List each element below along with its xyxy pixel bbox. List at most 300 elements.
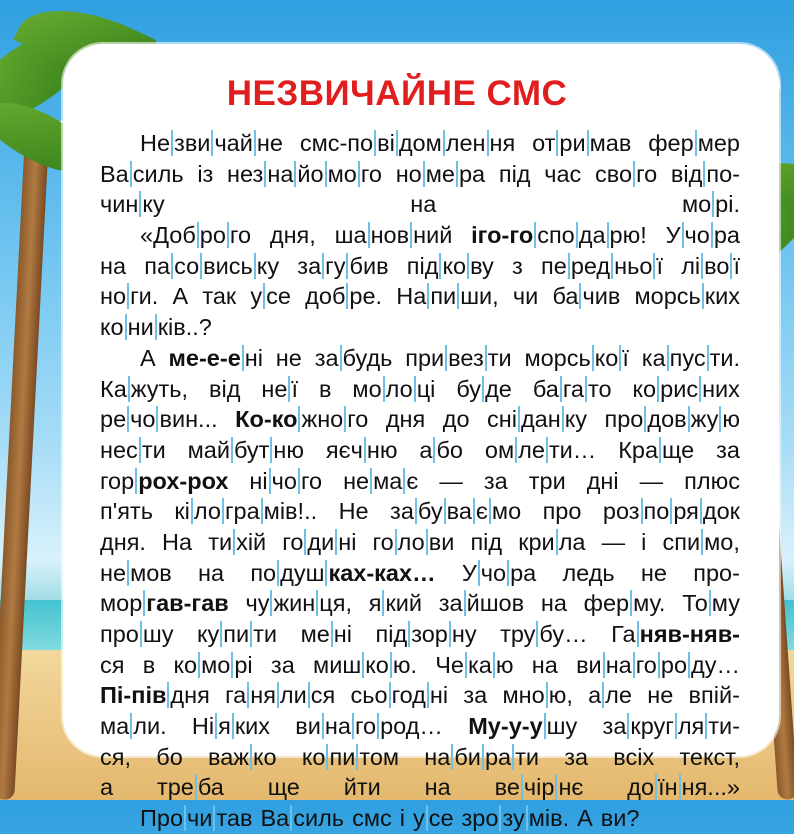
syllable: ну: [451, 621, 477, 647]
syllable: На: [162, 528, 193, 555]
word: [693, 558, 740, 589]
word: [297, 251, 388, 282]
word: [495, 772, 584, 803]
word: [533, 374, 612, 405]
syllable: не: [275, 344, 302, 371]
syllable: ма: [100, 713, 132, 739]
syllable: силь: [132, 160, 184, 187]
syllable: Ко-ко: [235, 406, 300, 432]
word: [100, 312, 212, 343]
syllable: ра: [510, 559, 537, 586]
word: [562, 558, 614, 589]
syllable: го: [373, 529, 397, 555]
syllable: гра: [225, 498, 263, 524]
syllable: ви: [295, 713, 324, 739]
syllable: за: [564, 743, 589, 770]
syllable: во: [704, 253, 732, 279]
syllable: сні: [487, 406, 520, 432]
word: [611, 619, 740, 650]
syllable: ньо: [614, 253, 655, 279]
syllable: му.: [633, 590, 666, 617]
syllable: на: [606, 652, 635, 678]
syllable: рю!: [609, 222, 647, 249]
syllable: ред: [571, 253, 613, 279]
syllable: ко: [100, 314, 127, 340]
word: [140, 343, 156, 374]
word: [439, 588, 524, 619]
syllable: ву: [470, 252, 494, 279]
word: [197, 159, 213, 190]
syllable: бу…: [539, 621, 588, 647]
syllable: ся,: [100, 743, 132, 770]
syllable: мо: [682, 191, 714, 217]
syllable: ї: [291, 375, 298, 402]
word: [100, 619, 173, 650]
word: [502, 680, 572, 711]
syllable: ще: [662, 436, 695, 463]
syllable: є: [476, 498, 491, 524]
syllable: будь: [342, 344, 393, 371]
word: [499, 159, 531, 190]
syllable: но: [100, 283, 129, 309]
syllable: про: [100, 621, 142, 647]
syllable: спо: [537, 222, 578, 248]
word: [524, 343, 628, 374]
syllable: род…: [380, 713, 443, 740]
page-title: НЕЗВИЧАЙНЕ СМС: [226, 74, 568, 113]
syllable: ба: [533, 376, 562, 402]
syllable: Га: [611, 621, 638, 647]
syllable: дом: [399, 130, 445, 156]
syllable: Му-у-у: [468, 713, 545, 739]
syllable: мав: [589, 130, 632, 156]
syllable: ро: [200, 222, 229, 248]
syllable: ся: [100, 651, 125, 678]
text-line: [100, 803, 740, 834]
syllable: і: [399, 805, 405, 832]
syllable: па: [144, 253, 173, 279]
word: [250, 558, 435, 589]
word: [352, 803, 392, 834]
word: [295, 711, 443, 742]
syllable: ку: [197, 621, 222, 647]
word: [681, 251, 740, 282]
syllable: год: [392, 682, 429, 708]
syllable: ме: [426, 161, 458, 187]
syllable: Ва: [100, 161, 132, 187]
syllable: ду…: [691, 651, 740, 678]
syllable: ко: [442, 253, 469, 279]
syllable: ба: [197, 774, 224, 801]
syllable: пе: [541, 253, 570, 279]
syllable: го: [360, 160, 382, 187]
word: [202, 281, 236, 312]
syllable: до: [627, 774, 657, 800]
syllable: на: [325, 713, 354, 739]
syllable: ня: [250, 682, 279, 708]
syllable: но: [396, 161, 425, 187]
word: [225, 680, 335, 711]
syllable: рох-рох: [138, 467, 229, 494]
word: [588, 680, 632, 711]
syllable: всіх: [613, 743, 655, 770]
syllable: дня: [385, 406, 426, 433]
syllable: важ: [208, 744, 252, 770]
text-line: [100, 220, 740, 251]
syllable: том: [359, 743, 400, 770]
syllable: ти: [487, 344, 512, 371]
word: [419, 435, 463, 466]
syllable: іго-го: [471, 222, 536, 248]
syllable: сво: [595, 161, 635, 187]
syllable: пи: [223, 621, 252, 647]
word: [413, 803, 454, 834]
syllable: морсь: [524, 345, 593, 371]
syllable: ю: [722, 406, 740, 433]
syllable: У: [666, 222, 684, 248]
syllable: ко: [302, 744, 329, 770]
word: [462, 803, 570, 834]
word: [100, 680, 210, 711]
syllable: під: [498, 160, 531, 187]
word: [487, 404, 587, 435]
syllable: із: [197, 160, 214, 187]
syllable: —: [639, 467, 664, 494]
syllable: їн: [658, 774, 681, 800]
syllable: зви: [174, 130, 213, 156]
word: [435, 650, 513, 681]
word: [543, 496, 582, 527]
syllable: ще: [267, 774, 300, 801]
word: [100, 558, 172, 589]
syllable: душ: [280, 560, 327, 586]
syllable: ці: [416, 375, 436, 402]
syllable: фер: [648, 130, 696, 156]
syllable: гав-гав: [146, 590, 229, 617]
syllable: на: [424, 744, 453, 770]
syllable: чо: [685, 222, 713, 248]
word: [405, 343, 511, 374]
syllable: не: [100, 560, 129, 586]
word: [326, 435, 398, 466]
syllable: чив: [582, 283, 621, 310]
word: [552, 281, 620, 312]
syllable: док: [702, 498, 740, 525]
syllable: кри: [518, 529, 557, 555]
word: [250, 281, 291, 312]
syllable: ню: [366, 436, 398, 463]
syllable: чо: [272, 468, 300, 494]
word: [512, 251, 523, 282]
syllable: На: [396, 283, 429, 309]
syllable: се: [428, 805, 454, 832]
word: [276, 343, 302, 374]
syllable: тре: [157, 774, 197, 800]
syllable: бив: [349, 252, 389, 279]
syllable: під: [376, 621, 411, 647]
syllable: яєч: [326, 437, 366, 463]
syllable: чай: [214, 130, 255, 156]
syllable: ша: [335, 222, 370, 248]
syllable: зро: [462, 805, 502, 831]
text-line: [100, 680, 740, 711]
syllable: нез: [227, 161, 266, 187]
story-text: [100, 128, 740, 834]
syllable: за: [439, 590, 466, 616]
word: [174, 650, 253, 681]
syllable: ця,: [319, 590, 352, 617]
word: [390, 496, 521, 527]
word: [261, 374, 298, 405]
word: [156, 742, 183, 773]
syllable: дня: [170, 682, 210, 709]
word: [641, 558, 667, 589]
syllable: май: [188, 437, 233, 463]
word: [500, 619, 588, 650]
word: [400, 803, 405, 834]
syllable: со: [174, 253, 202, 279]
word: [227, 159, 382, 190]
syllable: в: [142, 651, 156, 678]
word: [462, 558, 536, 589]
word: [468, 711, 577, 742]
word: [627, 772, 740, 803]
syllable: за: [483, 467, 508, 494]
word: [100, 588, 229, 619]
syllable: за: [716, 436, 740, 463]
text-line: [100, 619, 740, 650]
syllable: рі: [234, 651, 253, 678]
word: [305, 281, 382, 312]
word: [443, 404, 470, 435]
syllable: ні: [338, 528, 357, 555]
syllable: ме: [301, 621, 333, 647]
syllable: за: [603, 713, 630, 739]
text-line: [100, 251, 740, 282]
word: [100, 527, 146, 558]
word: [100, 496, 153, 527]
word: [188, 435, 304, 466]
syllable: до: [442, 406, 470, 433]
word: [532, 650, 558, 681]
syllable: ля: [678, 713, 707, 739]
word: [485, 435, 596, 466]
word: [208, 742, 277, 773]
syllable: дня,: [269, 222, 316, 249]
word: [100, 404, 218, 435]
text-line: [100, 772, 740, 803]
syllable: ро: [661, 652, 690, 678]
word: [544, 159, 581, 190]
syllable: ко: [595, 345, 622, 371]
syllable: дня.: [100, 528, 146, 555]
word: [144, 251, 279, 282]
syllable: йо: [297, 161, 326, 187]
word: [424, 742, 539, 773]
text-line: [100, 281, 740, 312]
syllable: ли.: [133, 713, 167, 740]
syllable: ги.: [130, 283, 159, 310]
syllable: ви: [576, 652, 605, 678]
syllable: за: [270, 651, 295, 678]
syllable: бо: [436, 436, 463, 463]
syllable: за: [463, 682, 488, 709]
word: [532, 128, 631, 159]
word: [169, 343, 263, 374]
word: [633, 374, 740, 405]
syllable: п'ять: [100, 498, 153, 525]
syllable: кі: [174, 498, 193, 524]
syllable: ка: [642, 345, 669, 371]
text-line: [100, 650, 740, 681]
syllable: пи: [329, 744, 358, 770]
text-line: [100, 189, 740, 220]
syllable: ти…: [548, 436, 597, 463]
word: [301, 619, 352, 650]
syllable: нє: [558, 774, 584, 801]
syllable: жу: [691, 406, 722, 432]
word: [663, 527, 740, 558]
syllable: вись: [203, 253, 256, 279]
syllable: йти: [343, 774, 381, 801]
word: [386, 404, 425, 435]
syllable: за: [390, 498, 417, 524]
syllable: впій-: [688, 682, 740, 709]
syllable: гор: [100, 468, 137, 494]
syllable: ку: [564, 406, 588, 433]
syllable: У: [462, 560, 480, 586]
word: [302, 742, 399, 773]
syllable: ка: [468, 652, 495, 678]
word: [470, 527, 502, 558]
word: [100, 742, 131, 773]
syllable: чи: [512, 283, 539, 310]
syllable: по-: [706, 160, 740, 187]
syllable: «Доб: [140, 222, 199, 248]
syllable: нес: [100, 437, 141, 463]
word: [100, 772, 113, 803]
syllable: морсь: [635, 283, 704, 309]
syllable: ва: [447, 498, 475, 524]
syllable: лі: [681, 253, 703, 279]
syllable: при: [405, 345, 447, 371]
text-line: [100, 343, 740, 374]
syllable: То: [682, 590, 711, 616]
syllable: ках-ках…: [328, 559, 436, 586]
syllable: ку: [256, 252, 280, 279]
syllable: ню: [273, 436, 305, 463]
syllable: тав: [216, 805, 253, 832]
syllable: пус: [670, 345, 709, 371]
syllable: в: [318, 375, 332, 402]
syllable: про-: [693, 559, 740, 586]
text-line: [100, 711, 740, 742]
word: [100, 650, 124, 681]
syllable: ло: [194, 498, 224, 524]
syllable: ло: [386, 376, 416, 402]
syllable: го: [229, 222, 252, 249]
word: [100, 374, 188, 405]
syllable: на: [531, 651, 558, 678]
syllable: ря: [673, 498, 702, 524]
syllable: мо: [491, 498, 522, 525]
syllable: ні: [249, 468, 270, 494]
word: [100, 466, 228, 497]
syllable: го: [282, 529, 306, 555]
word: [282, 527, 356, 558]
syllable: ра: [458, 160, 486, 187]
syllable: ко: [174, 652, 201, 678]
syllable: під: [470, 528, 503, 555]
word: [198, 558, 224, 589]
syllable: роз: [603, 498, 643, 524]
syllable: на: [198, 559, 225, 586]
syllable: у: [413, 805, 428, 831]
syllable: ко: [365, 652, 392, 678]
word: [601, 803, 640, 834]
syllable: бут: [234, 437, 272, 463]
syllable: рі.: [715, 191, 740, 218]
syllable: час: [544, 160, 582, 187]
syllable: вин...: [159, 406, 218, 433]
syllable: дан: [521, 406, 564, 432]
syllable: Про: [140, 805, 186, 831]
syllable: рис: [660, 376, 701, 402]
syllable: Ні: [192, 713, 217, 739]
syllable: не: [647, 682, 674, 709]
syllable: силь: [293, 805, 345, 832]
word: [260, 803, 344, 834]
syllable: А: [577, 805, 593, 832]
syllable: Ка: [100, 376, 130, 402]
word: [100, 281, 158, 312]
syllable: гу: [325, 253, 348, 279]
word: [300, 128, 515, 159]
syllable: ю: [495, 651, 514, 678]
syllable: є: [406, 467, 419, 494]
syllable: ши,: [460, 283, 499, 310]
text-line: [100, 374, 740, 405]
syllable: го: [347, 406, 369, 433]
syllable: го: [300, 467, 323, 494]
syllable: чо: [481, 560, 509, 586]
syllable: не: [261, 376, 290, 402]
text-line: [100, 466, 740, 497]
syllable: ре: [100, 406, 129, 432]
word: [235, 404, 368, 435]
word: [584, 588, 666, 619]
word: [456, 374, 512, 405]
syllable: го: [355, 713, 379, 739]
text-line: [100, 312, 740, 343]
syllable: а: [100, 774, 114, 801]
syllable: ти.: [709, 344, 740, 371]
syllable: га: [563, 376, 587, 402]
syllable: а: [419, 437, 435, 463]
word: [595, 159, 657, 190]
word: [647, 680, 673, 711]
syllable: пи: [430, 283, 459, 309]
syllable: Кра: [618, 437, 661, 463]
word: [351, 680, 449, 711]
syllable: ле: [605, 682, 632, 709]
syllable: хій: [236, 528, 267, 555]
word: [641, 527, 646, 558]
word: [682, 588, 740, 619]
word: [541, 251, 663, 282]
syllable: нов: [371, 222, 413, 248]
syllable: от: [532, 130, 558, 156]
